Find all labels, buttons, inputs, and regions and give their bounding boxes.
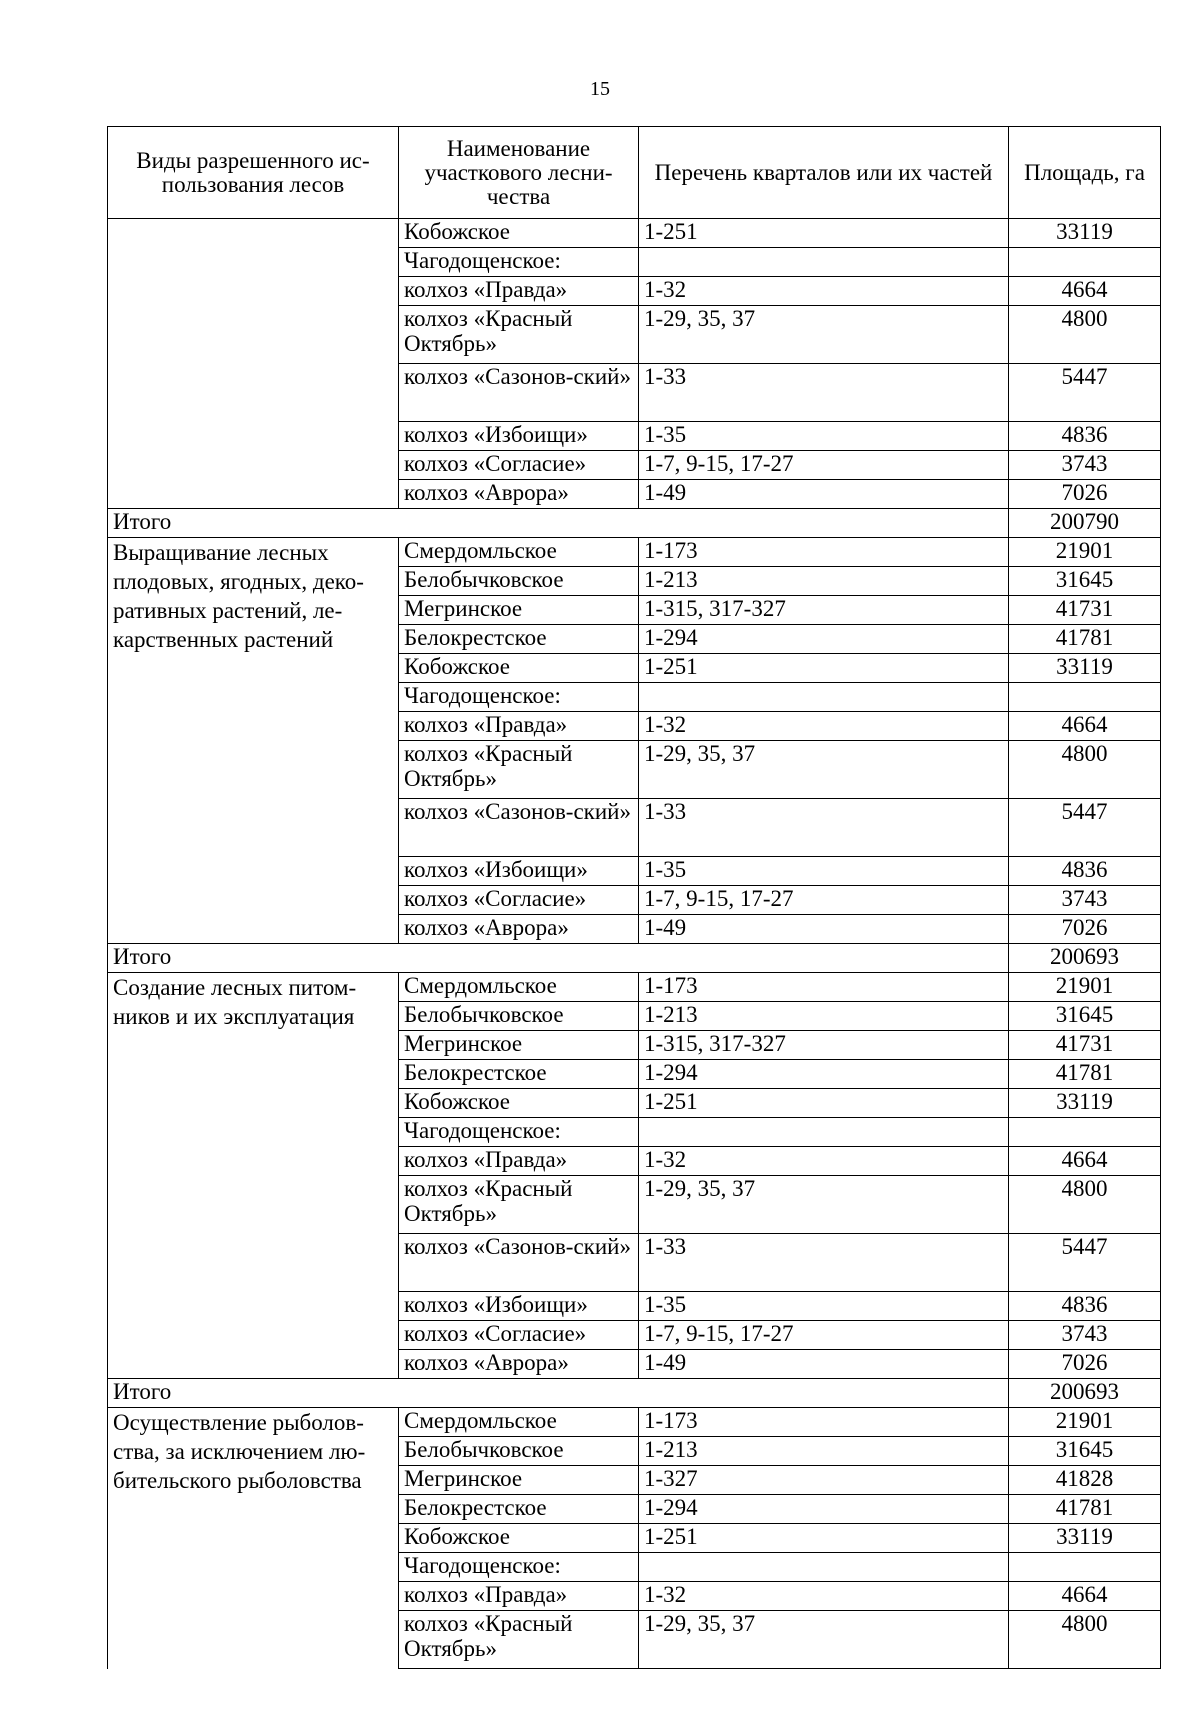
quarters-cell: 1-213 bbox=[639, 1002, 1009, 1031]
forestry-cell: Белобычковское bbox=[399, 1437, 639, 1466]
quarters-cell: 1-49 bbox=[639, 915, 1009, 944]
area-cell: 4800 bbox=[1009, 741, 1161, 799]
quarters-cell: 1-213 bbox=[639, 1437, 1009, 1466]
area-cell: 3743 bbox=[1009, 1321, 1161, 1350]
total-row bbox=[108, 1379, 1161, 1408]
forestry-cell: Белокрестское bbox=[399, 625, 639, 654]
forestry-cell: Чагодощенское: bbox=[399, 248, 639, 277]
area-cell: 21901 bbox=[1009, 1408, 1161, 1437]
forestry-cell: колхоз «Аврора» bbox=[399, 480, 639, 509]
forestry-cell: Кобожское bbox=[399, 654, 639, 683]
quarters-cell bbox=[639, 248, 1009, 277]
forestry-cell: колхоз «Сазонов-ский» bbox=[399, 364, 639, 422]
forestry-cell: колхоз «Избоищи» bbox=[399, 857, 639, 886]
table-row bbox=[108, 973, 1161, 1002]
table-row bbox=[108, 219, 1161, 248]
total-value: 200790 bbox=[1009, 509, 1161, 538]
forestry-cell: Кобожское bbox=[399, 1524, 639, 1553]
total-value: 200693 bbox=[1009, 1379, 1161, 1408]
forestry-cell: колхоз «Правда» bbox=[399, 712, 639, 741]
header-area: Площадь, га bbox=[1009, 127, 1161, 219]
forestry-cell: колхоз «Сазонов-ский» bbox=[399, 1234, 639, 1292]
use-type-cell bbox=[108, 219, 399, 509]
header-quarters-list: Перечень кварталов или их частей bbox=[639, 127, 1009, 219]
quarters-cell: 1-251 bbox=[639, 1524, 1009, 1553]
forestry-cell: Чагодощенское: bbox=[399, 1118, 639, 1147]
area-cell: 33119 bbox=[1009, 654, 1161, 683]
forestry-cell: Кобожское bbox=[399, 1089, 639, 1118]
area-cell: 3743 bbox=[1009, 451, 1161, 480]
area-cell: 41781 bbox=[1009, 1060, 1161, 1089]
area-cell: 41731 bbox=[1009, 596, 1161, 625]
total-label: Итого bbox=[108, 944, 1009, 973]
quarters-cell: 1-327 bbox=[639, 1466, 1009, 1495]
total-value: 200693 bbox=[1009, 944, 1161, 973]
area-cell: 21901 bbox=[1009, 973, 1161, 1002]
quarters-cell: 1-35 bbox=[639, 857, 1009, 886]
forestry-cell: Смердомльское bbox=[399, 538, 639, 567]
quarters-cell: 1-29, 35, 37 bbox=[639, 306, 1009, 364]
forestry-cell: колхоз «Аврора» bbox=[399, 915, 639, 944]
forestry-cell: Смердомльское bbox=[399, 973, 639, 1002]
quarters-cell: 1-213 bbox=[639, 567, 1009, 596]
table-row bbox=[108, 538, 1161, 567]
forestry-cell: Чагодощенское: bbox=[399, 1553, 639, 1582]
quarters-cell: 1-49 bbox=[639, 1350, 1009, 1379]
forestry-cell: колхоз «Избоищи» bbox=[399, 422, 639, 451]
total-row bbox=[108, 944, 1161, 973]
area-cell: 5447 bbox=[1009, 364, 1161, 422]
area-cell: 33119 bbox=[1009, 1524, 1161, 1553]
table-row bbox=[108, 1408, 1161, 1437]
area-cell: 31645 bbox=[1009, 1002, 1161, 1031]
area-cell: 4664 bbox=[1009, 1147, 1161, 1176]
quarters-cell: 1-32 bbox=[639, 1147, 1009, 1176]
quarters-cell bbox=[639, 1118, 1009, 1147]
area-cell: 4800 bbox=[1009, 1176, 1161, 1234]
area-cell: 31645 bbox=[1009, 1437, 1161, 1466]
area-cell: 4836 bbox=[1009, 1292, 1161, 1321]
area-cell: 41781 bbox=[1009, 625, 1161, 654]
quarters-cell: 1-251 bbox=[639, 219, 1009, 248]
area-cell: 21901 bbox=[1009, 538, 1161, 567]
area-cell: 5447 bbox=[1009, 799, 1161, 857]
area-cell bbox=[1009, 248, 1161, 277]
forestry-cell: колхоз «Красный Октябрь» bbox=[399, 1176, 639, 1234]
forestry-cell: Белокрестское bbox=[399, 1495, 639, 1524]
quarters-cell: 1-251 bbox=[639, 654, 1009, 683]
forestry-cell: Мегринское bbox=[399, 1466, 639, 1495]
quarters-cell bbox=[639, 683, 1009, 712]
forestry-cell: колхоз «Согласие» bbox=[399, 1321, 639, 1350]
area-cell: 5447 bbox=[1009, 1234, 1161, 1292]
forestry-cell: Кобожское bbox=[399, 219, 639, 248]
forestry-cell: колхоз «Красный Октябрь» bbox=[399, 306, 639, 364]
quarters-cell: 1-29, 35, 37 bbox=[639, 1611, 1009, 1669]
table-header-row bbox=[108, 127, 1161, 219]
quarters-cell: 1-294 bbox=[639, 625, 1009, 654]
area-cell: 33119 bbox=[1009, 1089, 1161, 1118]
total-label: Итого bbox=[108, 509, 1009, 538]
forestry-cell: Белокрестское bbox=[399, 1060, 639, 1089]
forestry-cell: Смердомльское bbox=[399, 1408, 639, 1437]
quarters-cell: 1-32 bbox=[639, 1582, 1009, 1611]
area-cell: 4664 bbox=[1009, 1582, 1161, 1611]
header-use-type: Виды разрешенного ис-пользования лесов bbox=[108, 127, 399, 219]
area-cell bbox=[1009, 683, 1161, 712]
area-cell bbox=[1009, 1118, 1161, 1147]
forestry-cell: колхоз «Избоищи» bbox=[399, 1292, 639, 1321]
area-cell: 4664 bbox=[1009, 277, 1161, 306]
quarters-cell: 1-315, 317-327 bbox=[639, 1031, 1009, 1060]
forestry-cell: колхоз «Правда» bbox=[399, 1582, 639, 1611]
area-cell: 31645 bbox=[1009, 567, 1161, 596]
forestry-cell: колхоз «Аврора» bbox=[399, 1350, 639, 1379]
area-cell: 4836 bbox=[1009, 422, 1161, 451]
area-cell: 4836 bbox=[1009, 857, 1161, 886]
quarters-cell: 1-315, 317-327 bbox=[639, 596, 1009, 625]
quarters-cell: 1-294 bbox=[639, 1495, 1009, 1524]
area-cell: 7026 bbox=[1009, 915, 1161, 944]
quarters-cell: 1-32 bbox=[639, 712, 1009, 741]
quarters-cell: 1-35 bbox=[639, 422, 1009, 451]
quarters-cell: 1-173 bbox=[639, 1408, 1009, 1437]
forestry-cell: колхоз «Согласие» bbox=[399, 886, 639, 915]
quarters-cell: 1-49 bbox=[639, 480, 1009, 509]
quarters-cell: 1-251 bbox=[639, 1089, 1009, 1118]
table-body bbox=[108, 219, 1161, 1669]
total-label: Итого bbox=[108, 1379, 1009, 1408]
forestry-cell: колхоз «Красный Октябрь» bbox=[399, 741, 639, 799]
header-forestry-name: Наименование участкового лесни-чества bbox=[399, 127, 639, 219]
area-cell: 3743 bbox=[1009, 886, 1161, 915]
quarters-cell: 1-33 bbox=[639, 1234, 1009, 1292]
use-type-cell: Осуществление рыболов-ства, за исключением лю-бительского рыболовства bbox=[108, 1408, 399, 1669]
quarters-cell: 1-173 bbox=[639, 973, 1009, 1002]
use-type-cell: Создание лесных питом-ников и их эксплуатация bbox=[108, 973, 399, 1379]
area-cell: 41731 bbox=[1009, 1031, 1161, 1060]
use-type-cell: Выращивание лесных плодовых, ягодных, деко-ративных растений, ле-карственных растений bbox=[108, 538, 399, 944]
area-cell: 33119 bbox=[1009, 219, 1161, 248]
area-cell: 4664 bbox=[1009, 712, 1161, 741]
area-cell: 7026 bbox=[1009, 480, 1161, 509]
forestry-cell: колхоз «Сазонов-ский» bbox=[399, 799, 639, 857]
forestry-cell: колхоз «Правда» bbox=[399, 277, 639, 306]
area-cell: 4800 bbox=[1009, 1611, 1161, 1669]
quarters-cell: 1-35 bbox=[639, 1292, 1009, 1321]
quarters-cell: 1-29, 35, 37 bbox=[639, 1176, 1009, 1234]
forestry-cell: колхоз «Правда» bbox=[399, 1147, 639, 1176]
area-cell bbox=[1009, 1553, 1161, 1582]
total-row bbox=[108, 509, 1161, 538]
quarters-cell bbox=[639, 1553, 1009, 1582]
quarters-cell: 1-173 bbox=[639, 538, 1009, 567]
quarters-cell: 1-7, 9-15, 17-27 bbox=[639, 1321, 1009, 1350]
quarters-cell: 1-7, 9-15, 17-27 bbox=[639, 451, 1009, 480]
quarters-cell: 1-294 bbox=[639, 1060, 1009, 1089]
forestry-cell: Белобычковское bbox=[399, 1002, 639, 1031]
forestry-cell: колхоз «Согласие» bbox=[399, 451, 639, 480]
quarters-cell: 1-33 bbox=[639, 364, 1009, 422]
area-cell: 4800 bbox=[1009, 306, 1161, 364]
quarters-cell: 1-32 bbox=[639, 277, 1009, 306]
forestry-cell: Белобычковское bbox=[399, 567, 639, 596]
quarters-cell: 1-33 bbox=[639, 799, 1009, 857]
quarters-cell: 1-29, 35, 37 bbox=[639, 741, 1009, 799]
forestry-cell: Чагодощенское: bbox=[399, 683, 639, 712]
page-number: 15 bbox=[590, 78, 610, 100]
area-cell: 7026 bbox=[1009, 1350, 1161, 1379]
forestry-cell: Мегринское bbox=[399, 1031, 639, 1060]
area-cell: 41828 bbox=[1009, 1466, 1161, 1495]
area-cell: 41781 bbox=[1009, 1495, 1161, 1524]
forest-use-table bbox=[107, 126, 1161, 1669]
forestry-cell: колхоз «Красный Октябрь» bbox=[399, 1611, 639, 1669]
quarters-cell: 1-7, 9-15, 17-27 bbox=[639, 886, 1009, 915]
forestry-cell: Мегринское bbox=[399, 596, 639, 625]
